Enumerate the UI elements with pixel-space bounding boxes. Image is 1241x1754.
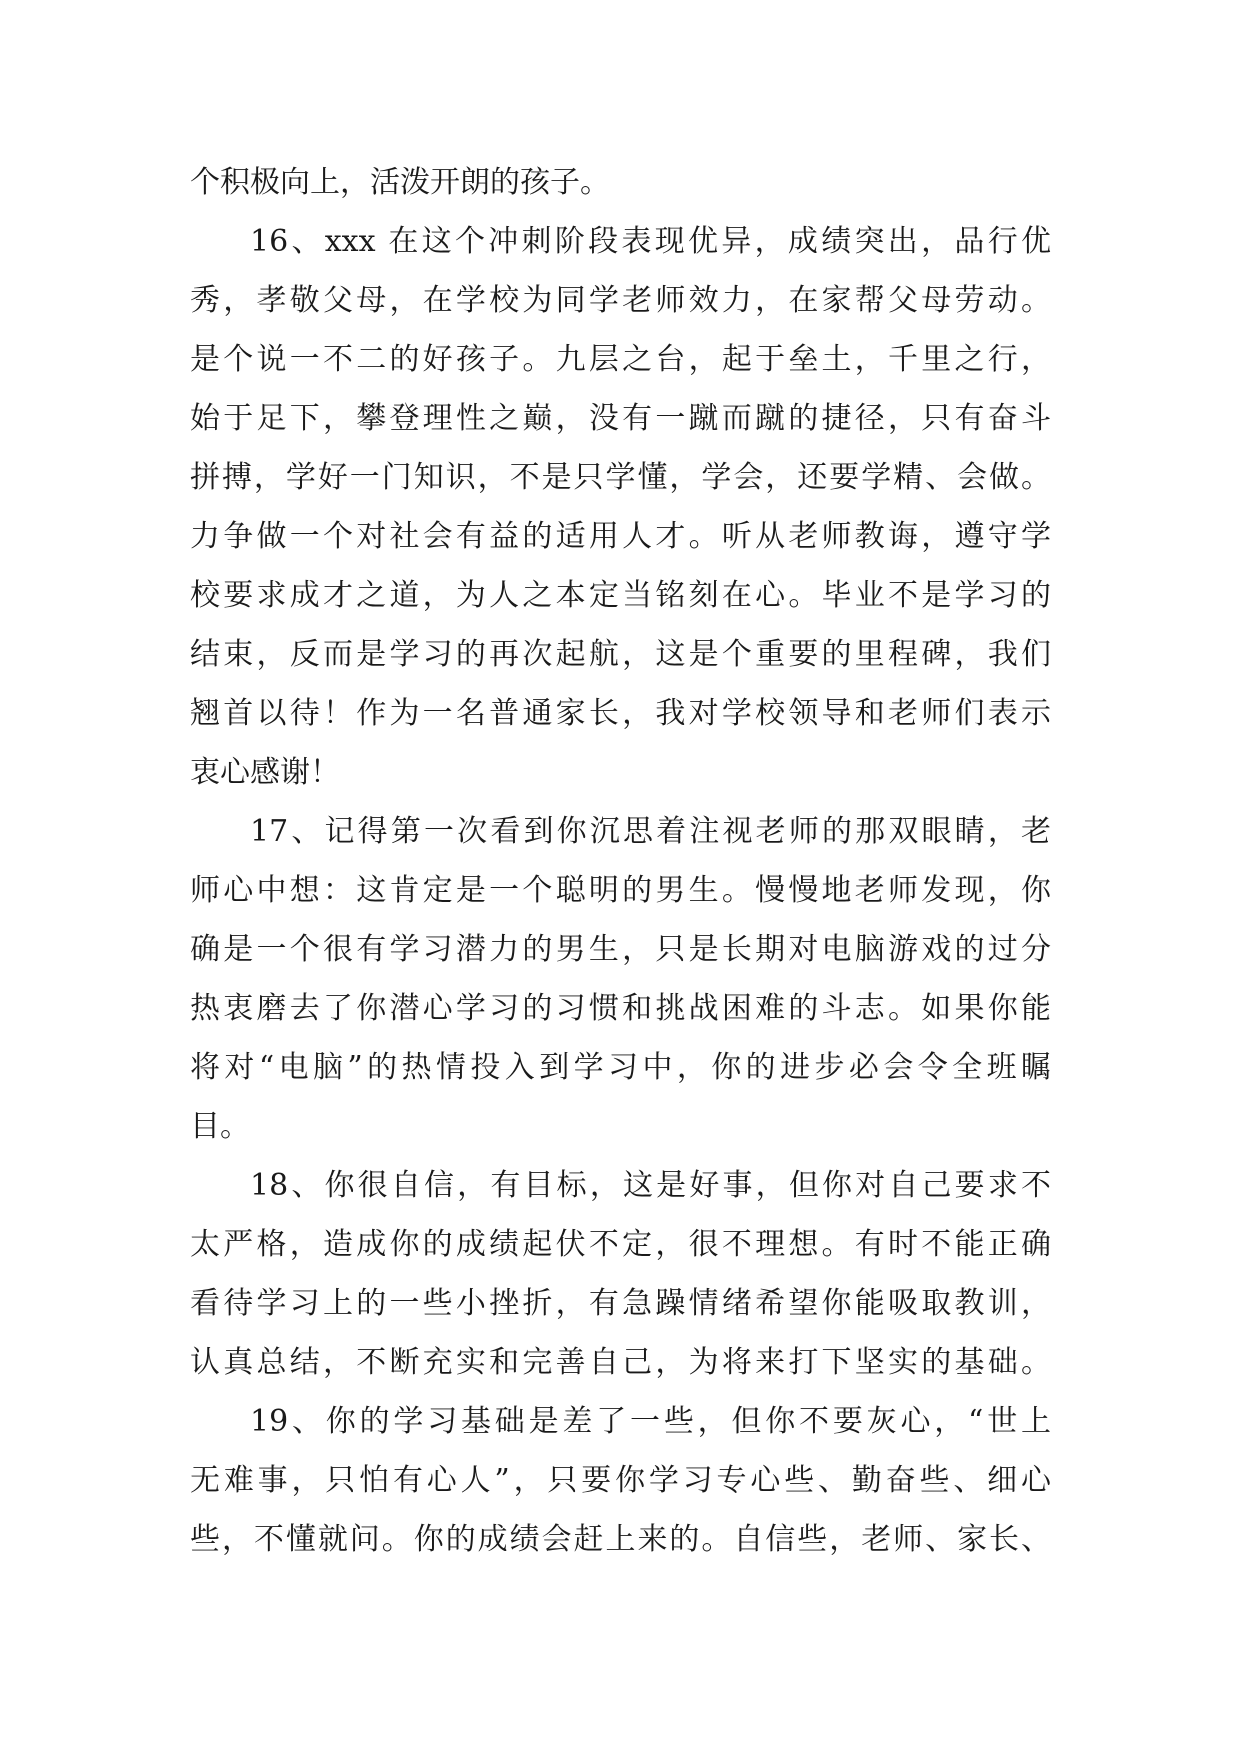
text-line: 16、xxx 在这个冲刺阶段表现优异，成绩突出，品行优 — [250, 224, 1051, 259]
text-line: 校要求成才之道，为人之本定当铭刻在心。毕业不是学习的 — [190, 578, 1051, 613]
text-line: 拼搏，学好一门知识，不是只学懂，学会，还要学精、会做。 — [190, 460, 1051, 495]
text-line: 些，不懂就问。你的成绩会赶上来的。自信些，老师、家长、 — [190, 1522, 1051, 1557]
text-line: 翘首以待！作为一名普通家长，我对学校领导和老师们表示 — [190, 696, 1051, 731]
text-line: 热衷磨去了你潜心学习的习惯和挑战困难的斗志。如果你能 — [190, 991, 1051, 1026]
text-line: 将对“电脑”的热情投入到学习中，你的进步必会令全班瞩 — [190, 1050, 1051, 1085]
text-line: 18、你很自信，有目标，这是好事，但你对自己要求不 — [250, 1168, 1051, 1203]
text-line: 师心中想：这肯定是一个聪明的男生。慢慢地老师发现，你 — [190, 873, 1051, 908]
text-line: 个积极向上，活泼开朗的孩子。 — [190, 165, 610, 200]
text-line: 目。 — [190, 1109, 250, 1144]
document-body — [190, 153, 1051, 1569]
text-line: 无难事，只怕有心人”，只要你学习专心些、勤奋些、细心 — [190, 1463, 1051, 1498]
text-line: 看待学习上的一些小挫折，有急躁情绪希望你能吸取教训， — [190, 1286, 1051, 1321]
text-line: 17、记得第一次看到你沉思着注视老师的那双眼睛，老 — [250, 814, 1051, 849]
text-line: 认真总结，不断充实和完善自己，为将来打下坚实的基础。 — [190, 1345, 1051, 1380]
text-line: 19、你的学习基础是差了一些，但你不要灰心，“世上 — [250, 1404, 1051, 1439]
text-line: 始于足下，攀登理性之巅，没有一蹴而蹴的捷径，只有奋斗 — [190, 401, 1051, 436]
text-line: 力争做一个对社会有益的适用人才。听从老师教诲，遵守学 — [190, 519, 1051, 554]
text-line: 确是一个很有学习潜力的男生，只是长期对电脑游戏的过分 — [190, 932, 1051, 967]
text-line: 衷心感谢！ — [190, 755, 340, 790]
text-line: 是个说一不二的好孩子。九层之台，起于垒土，千里之行， — [190, 342, 1051, 377]
text-line: 秀，孝敬父母，在学校为同学老师效力，在家帮父母劳动。 — [190, 283, 1051, 318]
text-line: 结束，反而是学习的再次起航，这是个重要的里程碑，我们 — [190, 637, 1051, 672]
text-line: 太严格，造成你的成绩起伏不定，很不理想。有时不能正确 — [190, 1227, 1051, 1262]
